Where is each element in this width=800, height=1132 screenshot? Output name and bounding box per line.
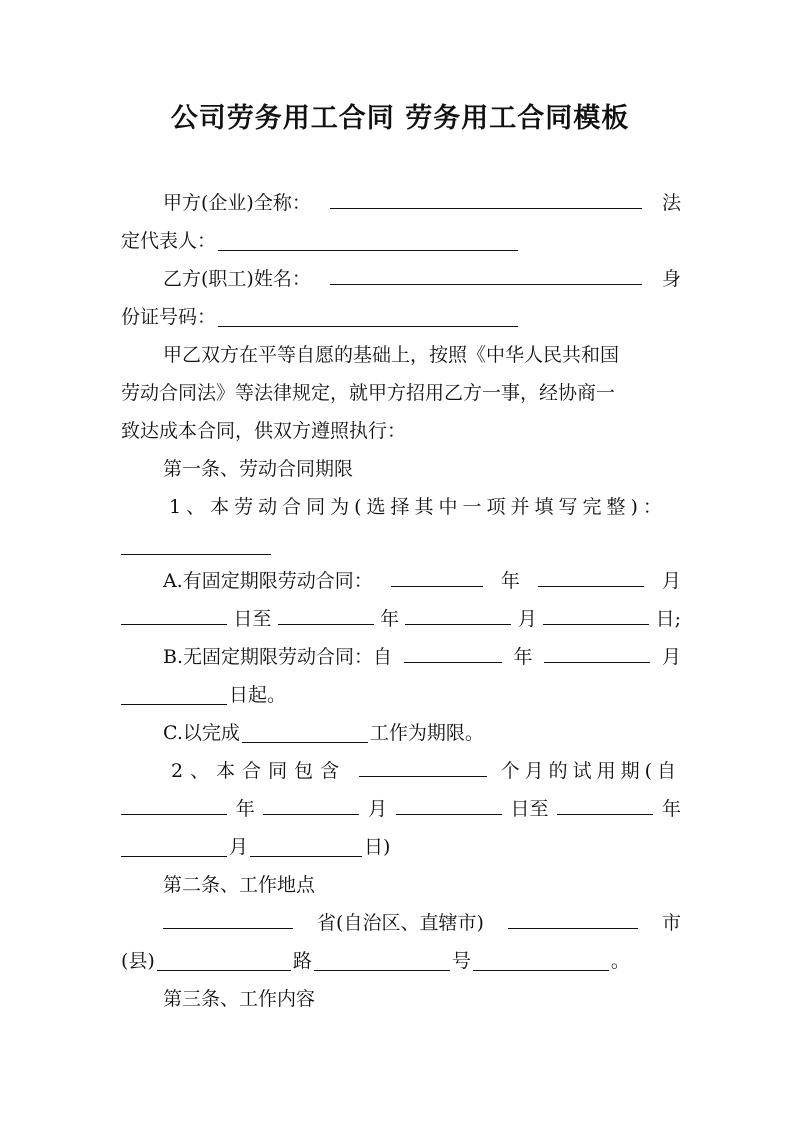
option-a-year-label: 年 <box>500 570 520 592</box>
option-a-start-month-blank[interactable] <box>538 585 644 587</box>
option-b-day-blank[interactable] <box>121 703 227 705</box>
probation-start-month-blank[interactable] <box>263 813 359 815</box>
item2-suffix: 个月的试用期(自 <box>500 760 681 782</box>
party-b-name-label: 乙方(职工)姓名： <box>163 268 311 290</box>
probation-end-year-blank[interactable] <box>557 813 653 815</box>
option-a-start-year-blank[interactable] <box>391 585 483 587</box>
option-a-start-day-blank[interactable] <box>121 623 227 625</box>
option-a-end-year-blank[interactable] <box>278 623 374 625</box>
party-a-name-line <box>121 184 681 222</box>
option-c-label: C.以完成 <box>163 722 240 744</box>
item1-choice-blank[interactable] <box>121 553 271 555</box>
option-a-year2-label: 年 <box>380 608 400 630</box>
probation-day-end-label: 日) <box>364 836 391 858</box>
option-b-day-start-label: 日起。 <box>229 684 287 706</box>
probation-month2-label: 月 <box>229 836 249 858</box>
item2-line-2 <box>121 790 681 828</box>
option-b-year-blank[interactable] <box>404 661 502 663</box>
option-b-year-label: 年 <box>513 646 533 668</box>
party-b-id-line <box>121 298 681 336</box>
option-b-label: B.无固定期限劳动合同：自 <box>163 646 393 668</box>
item2-line-3 <box>121 828 681 866</box>
item2-prefix: 2、本合同包含 <box>171 760 347 782</box>
county-label: (县) <box>121 950 155 972</box>
city-label: 市 <box>661 912 681 934</box>
option-a-end-month-blank[interactable] <box>405 623 511 625</box>
road-blank[interactable] <box>314 969 450 971</box>
option-a-label: A.有固定期限劳动合同： <box>163 570 373 592</box>
article1-heading: 第一条、劳动合同期限 <box>163 458 354 480</box>
option-a-line-2 <box>121 600 681 638</box>
county-blank[interactable] <box>157 969 291 971</box>
article1-item1: 1、本劳动合同为(选择其中一项并填写完整)： <box>169 496 667 518</box>
probation-end-day-blank[interactable] <box>250 855 362 857</box>
article2-line-1 <box>121 904 681 942</box>
intro-line-3: 致达成本合同，供双方遵照执行： <box>121 420 407 442</box>
party-b-id-blank[interactable] <box>218 325 518 327</box>
party-a-fa-char: 法 <box>661 192 681 214</box>
probation-start-day-blank[interactable] <box>396 813 502 815</box>
probation-month-label: 月 <box>368 798 388 820</box>
article2-heading: 第二条、工作地点 <box>163 874 316 896</box>
road-label: 路 <box>292 950 312 972</box>
intro-line-1: 甲乙双方在平等自愿的基础上，按照《中华人民共和国 <box>163 344 620 366</box>
probation-day-to-label: 日至 <box>510 798 549 820</box>
item1-blank-line <box>121 526 681 564</box>
document-title: 公司劳务用工合同 劳务用工合同模板 <box>170 103 630 134</box>
party-b-shen-char: 身 <box>661 268 681 290</box>
province-label: 省(自治区、直辖市) <box>317 912 484 934</box>
party-a-rep-blank[interactable] <box>218 249 518 251</box>
probation-year2-label: 年 <box>661 798 681 820</box>
probation-end-month-blank[interactable] <box>121 855 227 857</box>
option-c-line <box>121 714 681 752</box>
option-a-line-1 <box>121 562 681 600</box>
party-b-name-line <box>121 260 681 298</box>
option-a-month-label: 月 <box>661 570 681 592</box>
option-b-month-blank[interactable] <box>544 661 650 663</box>
party-a-rep-line <box>121 222 681 260</box>
party-a-rep-label: 定代表人： <box>121 230 217 252</box>
province-blank[interactable] <box>163 927 293 929</box>
probation-year-label: 年 <box>235 798 255 820</box>
option-a-day-to-label: 日至 <box>233 608 272 630</box>
probation-start-year-blank[interactable] <box>121 813 227 815</box>
party-b-id-label: 份证号码： <box>121 306 217 328</box>
party-b-name-blank[interactable] <box>330 283 642 285</box>
option-c-suffix: 工作为期限。 <box>369 722 484 744</box>
number-label: 号 <box>451 950 471 972</box>
number-blank[interactable] <box>473 969 609 971</box>
option-c-task-blank[interactable] <box>242 741 368 743</box>
option-a-end-day-blank[interactable] <box>543 623 649 625</box>
intro-line-2: 劳动合同法》等法律规定，就甲方招用乙方一事，经协商一 <box>121 382 616 404</box>
option-b-line-1 <box>121 638 681 676</box>
option-a-month2-label: 月 <box>517 608 537 630</box>
party-a-name-blank[interactable] <box>330 207 642 209</box>
option-b-month-label: 月 <box>661 646 681 668</box>
option-b-line-2 <box>121 676 681 714</box>
option-a-day-end-label: 日; <box>655 608 681 630</box>
probation-months-blank[interactable] <box>359 775 487 777</box>
address-end: 。 <box>610 950 630 972</box>
article3-heading: 第三条、工作内容 <box>163 988 316 1010</box>
party-a-name-label: 甲方(企业)全称： <box>163 192 311 214</box>
city-blank[interactable] <box>508 927 638 929</box>
article2-line-2 <box>121 942 681 980</box>
item2-line-1 <box>121 752 681 790</box>
